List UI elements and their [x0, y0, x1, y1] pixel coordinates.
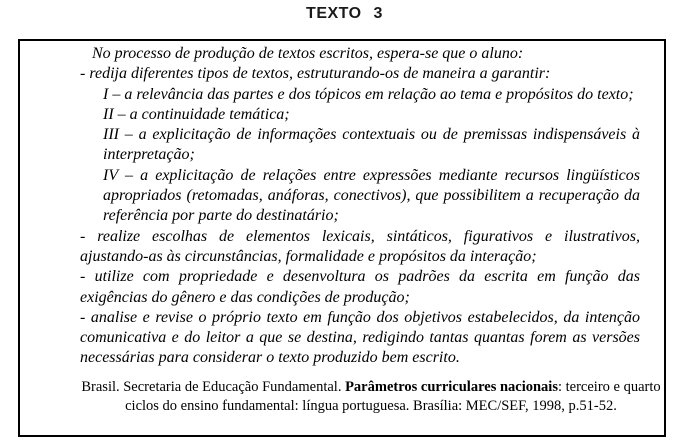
list-item-roman: III – a explicitação de informações contextuais ou de premissas indispensáveis à interpretação; [103, 126, 640, 164]
list-item-roman: IV – a explicitação de relações entre expressões mediante recursos lingüísticos apropriados (retomadas, anáforas, conectivos), que possibilitem a recuperação da referência por parte do destinatário; [103, 166, 640, 225]
list-item: - analise e revise o próprio texto em função dos objetivos estabelecidos, da intenção comunicativa e do leitor a que se destina, redigindo tantas quantas forem as versões necessárias para considerar o texto produzido bem escrito. [80, 308, 640, 367]
page-title: TEXTO 3 [306, 5, 383, 22]
intro-line: No processo de produção de textos escritos, espera-se que o aluno: [92, 45, 524, 62]
list-item: - realize escolhas de elementos lexicais, sintáticos, figurativos e ilustrativos, ajustando-as às circunstâncias, formalidade e propósitos da interação; [80, 227, 640, 265]
citation-work-title: Parâmetros curriculares nacionais [345, 378, 558, 395]
citation [80, 378, 662, 416]
list-item: - utilize com propriedade e desenvoltura os padrões da escrita em função das exigências do gênero e das condições de produção; [80, 268, 640, 306]
citation-text-before: Brasil. Secretaria de Educação Fundamental. [81, 378, 346, 395]
texto-box [18, 39, 666, 437]
list-item-roman: II – a continuidade temática; [103, 105, 290, 123]
list-item-roman: I – a relevância das partes e dos tópicos em relação ao tema e propósitos do texto; [103, 85, 634, 103]
list-item: - redija diferentes tipos de textos, estruturando-os de maneira a garantir: [80, 65, 551, 83]
citation-text-after: : terceiro e quarto ciclos do ensino fundamental: língua portuguesa. Brasília: MEC/SEF, 1998, p.51-52. [125, 378, 661, 414]
